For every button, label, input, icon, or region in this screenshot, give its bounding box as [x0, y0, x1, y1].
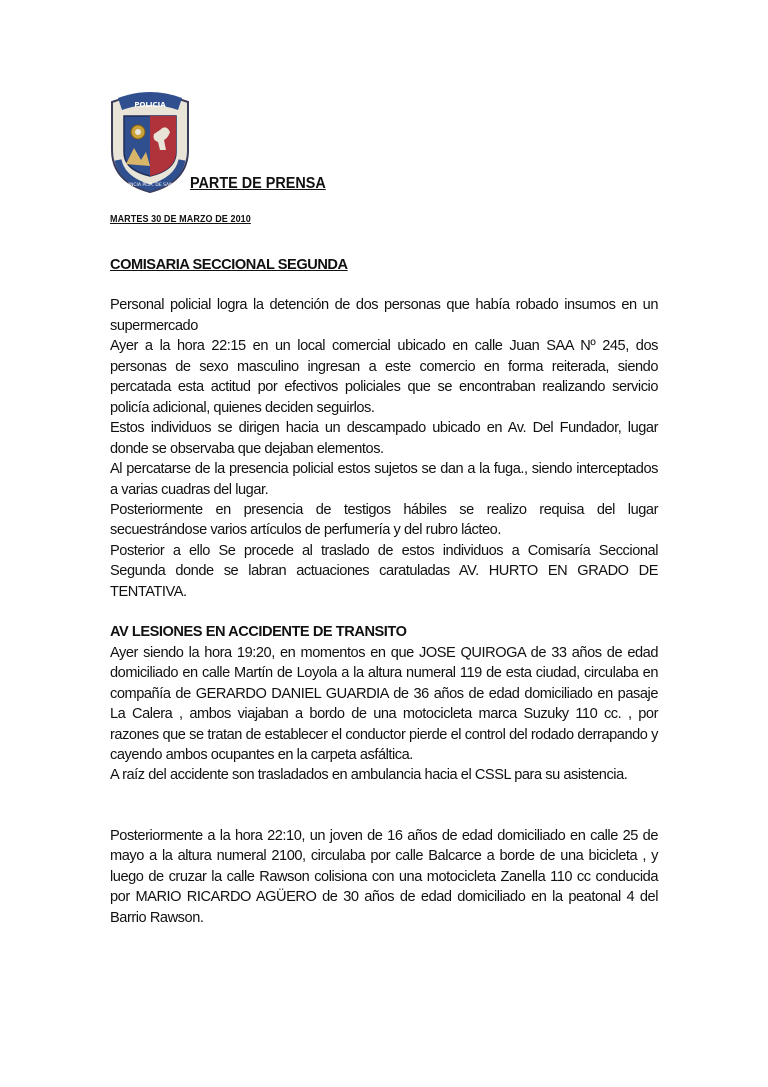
paragraph: Posterior a ello Se procede al traslado de estos individuos a Comisaría Seccional Segunda donde se labran actuaciones caratuladas AV. HURTO EN GRADO DE TENTATIVA. — [110, 542, 658, 600]
paragraph: A raíz del accidente son trasladados en ambulancia hacia el CSSL para su asistencia. — [110, 767, 628, 784]
paragraph: Posteriormente en presencia de testigos hábiles se realizo requisa del lugar secuestrándose varios artículos de perfumería y del rubro lácteo. — [110, 501, 658, 539]
document-date: MARTES 30 DE MARZO DE 2010 — [110, 214, 251, 225]
paragraph: Personal policial logra la detención de dos personas que había robado insumos en un supermercado — [110, 297, 658, 334]
badge-bottom-text: PROVINCIA PCIA. DE SAN LUIS — [116, 183, 184, 188]
paragraph: Al percatarse de la presencia policial estos sujetos se dan a la fuga., siendo interceptados a varias cuadras del lugar. — [110, 461, 658, 498]
police-badge-logo — [108, 90, 192, 194]
paragraph: Posteriormente a la hora 22:10, un joven de 16 años de edad domiciliado en calle 25 de mayo a la altura numeral 2100, circulaba por calle Balcarce a borde de una bicicleta , y luego de cruzar la calle Rawson colisiona con una motocicleta Zanella 110 cc conducida por MARIO RICARDO AGÜERO de 30 años de edad domiciliado en la peatonal 4 del Barrio Rawson. — [110, 827, 658, 926]
document-body — [110, 255, 658, 928]
section-heading: COMISARIA SECCIONAL SEGUNDA — [110, 257, 348, 273]
paragraph: Ayer siendo la hora 19:20, en momentos en que JOSE QUIROGA de 33 años de edad domiciliado en calle Martín de Loyola a la altura numeral 119 de esta ciudad, circulaba en compañía de GERARDO DANIEL GUARDIA de 36 años de edad domiciliado en pasaje La Calera , ambos viajaban a bordo de una motocicleta marca Suzuky 110 cc. , por razones que se tratan de establecer el conductor pierde el control del rodado derrapando y cayendo ambos ocupantes en la carpeta asfáltica. — [110, 644, 658, 763]
page-title: PARTE DE PRENSA — [190, 175, 326, 192]
section-heading: AV LESIONES EN ACCIDENTE DE TRANSITO — [110, 624, 407, 641]
badge-top-text: POLICIA — [134, 101, 166, 109]
paragraph: Ayer a la hora 22:15 en un local comercial ubicado en calle Juan SAA Nº 245, dos personas de sexo masculino ingresan a este comercio en forma reiterada, siendo percatada esta actitud por efectivos policiales que se encontraban realizando servicio policía adicional, quienes deciden seguirlos. — [110, 338, 658, 416]
paragraph: Estos individuos se dirigen hacia un descampado ubicado en Av. Del Fundador, lugar donde se observaba que dejaban elementos. — [110, 420, 658, 457]
